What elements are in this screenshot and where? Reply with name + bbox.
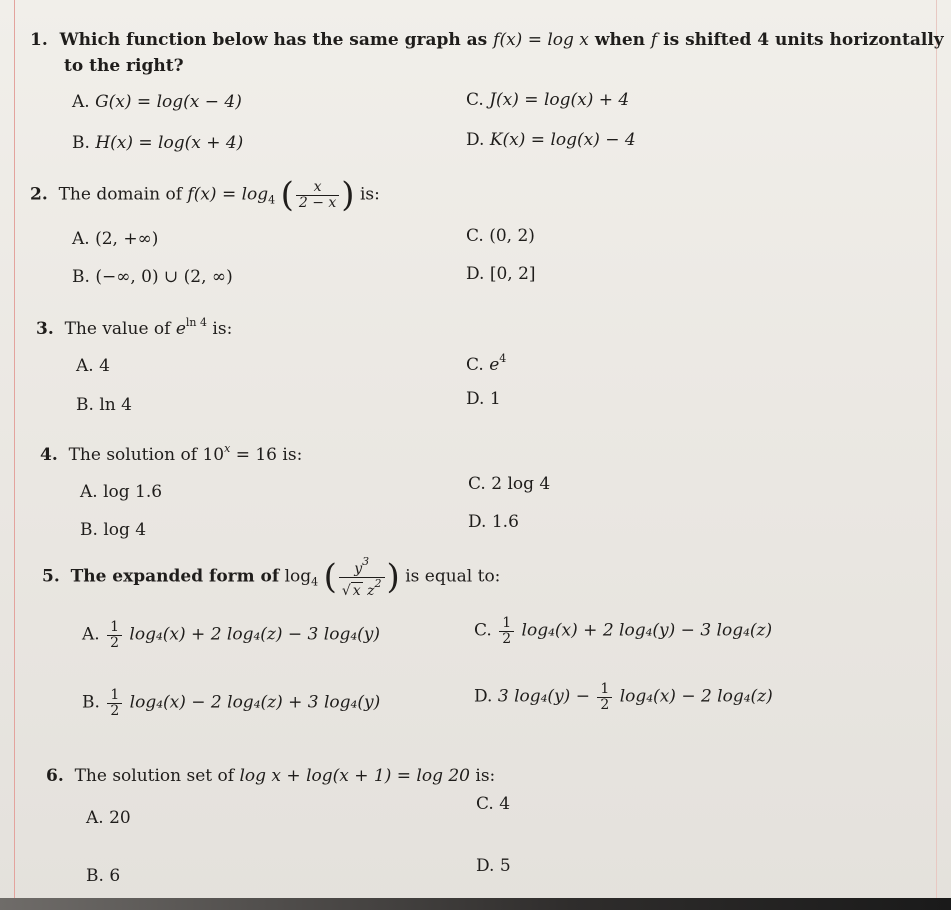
option-letter: A. bbox=[80, 482, 98, 502]
question-3-stem bbox=[36, 316, 232, 339]
option-text: H(x) = log(x + 4) bbox=[95, 133, 244, 153]
option-text: 1.6 bbox=[491, 512, 519, 532]
option-letter: B. bbox=[86, 866, 104, 886]
option-text: 6 bbox=[109, 866, 121, 886]
question-number: 1. bbox=[30, 30, 48, 50]
option-text: 1 bbox=[489, 389, 501, 409]
option-text: log 4 bbox=[103, 520, 147, 540]
stem-base: e bbox=[175, 319, 186, 339]
option-text: log₄(x) + 2 log₄(z) − 3 log₄(y) bbox=[129, 624, 381, 645]
option-letter: D. bbox=[466, 264, 485, 284]
stem-log: log bbox=[284, 566, 312, 587]
question-5-stem: 5. The expanded form of $\log_4$ ( $\frac{y^3}{√ x z^2}$ ) is equal to: bbox=[42, 555, 501, 599]
option-text: (2, +∞) bbox=[95, 229, 159, 249]
stem-text: is shifted 4 units horizontally bbox=[663, 30, 944, 50]
q5-option-b[interactable] bbox=[82, 688, 380, 718]
option-text: 20 bbox=[109, 808, 131, 828]
option-letter: A. bbox=[82, 624, 100, 645]
q2-option-b[interactable] bbox=[72, 267, 233, 287]
q6-option-b[interactable] bbox=[86, 866, 120, 886]
stem-text: when bbox=[594, 30, 645, 50]
question-number: 2. bbox=[30, 184, 48, 205]
stem-text: is: bbox=[475, 766, 496, 786]
stem-fraction: $\frac{x}{2 - x}$ bbox=[296, 180, 339, 210]
option-text: K(x) = log(x) − 4 bbox=[489, 130, 636, 150]
half-fraction: $\frac{1}{2}$ bbox=[597, 682, 612, 712]
question-6-stem bbox=[46, 766, 495, 786]
option-text: 4 bbox=[499, 794, 511, 814]
option-letter: D. bbox=[468, 512, 487, 532]
q6-option-d[interactable] bbox=[476, 856, 511, 876]
option-text: 3 log₄(y) − bbox=[497, 686, 590, 707]
q3-option-c[interactable] bbox=[466, 352, 506, 375]
stem-text: The solution of bbox=[68, 445, 198, 465]
option-letter: C. bbox=[476, 794, 494, 814]
q6-option-c[interactable] bbox=[476, 794, 510, 814]
log-base: 4 bbox=[268, 193, 276, 207]
option-letter: C. bbox=[466, 226, 484, 246]
q1-option-b[interactable] bbox=[72, 133, 243, 153]
desk-edge bbox=[0, 898, 951, 910]
option-text: log 1.6 bbox=[103, 482, 163, 502]
stem-equation: f(x) = log bbox=[187, 184, 269, 205]
q3-option-a[interactable] bbox=[76, 356, 110, 376]
option-letter: A. bbox=[72, 229, 90, 249]
q2-option-a[interactable] bbox=[72, 229, 158, 249]
q3-option-d[interactable] bbox=[466, 389, 501, 409]
stem-text: is: bbox=[359, 184, 380, 205]
half-fraction: $\frac{1}{2}$ bbox=[107, 620, 122, 650]
option-letter: A. bbox=[72, 92, 90, 112]
option-letter: D. bbox=[466, 389, 485, 409]
option-letter: B. bbox=[76, 395, 94, 415]
stem-exponent: x bbox=[224, 442, 231, 455]
option-letter: D. bbox=[476, 856, 495, 876]
question-number: 3. bbox=[36, 319, 54, 339]
stem-equation: log x + log(x + 1) = log 20 bbox=[239, 766, 470, 786]
q1-option-c[interactable] bbox=[466, 90, 629, 110]
q5-option-d[interactable] bbox=[474, 682, 773, 712]
option-letter: C. bbox=[466, 355, 484, 375]
q4-option-a[interactable] bbox=[80, 482, 162, 502]
option-letter: B. bbox=[72, 267, 90, 287]
option-text: ln 4 bbox=[99, 395, 132, 415]
option-text: 4 bbox=[99, 356, 110, 376]
half-fraction: $\frac{1}{2}$ bbox=[107, 688, 122, 718]
stem-text: = 16 is: bbox=[235, 445, 303, 465]
log-base: 4 bbox=[311, 575, 319, 589]
q6-option-a[interactable] bbox=[86, 808, 131, 828]
option-letter: A. bbox=[76, 356, 94, 376]
half-fraction: $\frac{1}{2}$ bbox=[499, 616, 514, 646]
q2-option-d[interactable] bbox=[466, 264, 536, 284]
question-2-stem: 2. The domain of $f(x) = \log_4$ ( $\frac{x}{2 - x}$ ) is: bbox=[30, 175, 380, 215]
option-text: (0, 2) bbox=[489, 226, 535, 246]
stem-fraction: $\frac{y^3}{√ x z^2}$ bbox=[339, 556, 385, 598]
stem-text: is: bbox=[212, 319, 233, 339]
q1-option-d[interactable] bbox=[466, 130, 636, 150]
option-exponent: 4 bbox=[499, 352, 507, 365]
q2-option-c[interactable] bbox=[466, 226, 535, 246]
q4-option-b[interactable] bbox=[80, 520, 146, 540]
option-letter: D. bbox=[466, 130, 485, 150]
question-number: 5. bbox=[42, 566, 60, 587]
stem-text: The domain of bbox=[58, 184, 183, 205]
option-text: 2 log 4 bbox=[491, 474, 551, 494]
option-letter: B. bbox=[82, 692, 100, 713]
question-number: 4. bbox=[40, 445, 58, 465]
q5-option-c[interactable] bbox=[474, 616, 772, 646]
option-text: log₄(x) − 2 log₄(z) + 3 log₄(y) bbox=[129, 692, 381, 713]
stem-text: The value of bbox=[64, 319, 171, 339]
question-1-stem-line2: to the right? bbox=[64, 56, 184, 76]
stem-equation: f(x) = log x bbox=[493, 30, 589, 50]
option-text: [0, 2] bbox=[489, 264, 536, 284]
option-letter: B. bbox=[72, 133, 90, 153]
option-letter: C. bbox=[474, 620, 492, 641]
stem-exponent: ln 4 bbox=[185, 316, 208, 329]
q4-option-d[interactable] bbox=[468, 512, 519, 532]
margin-line-right bbox=[936, 0, 937, 900]
margin-line bbox=[14, 0, 15, 910]
stem-text: The solution set of bbox=[74, 766, 235, 786]
option-text: 5 bbox=[499, 856, 511, 876]
stem-text: is equal to: bbox=[405, 566, 501, 587]
option-letter: C. bbox=[468, 474, 486, 494]
stem-text: Which function below has the same graph as bbox=[59, 30, 488, 50]
option-text: log₄(x) − 2 log₄(z) bbox=[619, 686, 773, 707]
option-base: e bbox=[489, 355, 500, 375]
question-4-stem bbox=[40, 442, 302, 465]
option-letter: D. bbox=[474, 686, 493, 707]
stem-base: 10 bbox=[202, 445, 225, 465]
option-text: (−∞, 0) ∪ (2, ∞) bbox=[95, 267, 233, 287]
option-text: log₄(x) + 2 log₄(y) − 3 log₄(z) bbox=[521, 620, 773, 641]
stem-variable: f bbox=[650, 30, 658, 50]
q3-option-b[interactable] bbox=[76, 395, 132, 415]
option-text: G(x) = log(x − 4) bbox=[95, 92, 242, 112]
option-letter: C. bbox=[466, 90, 484, 110]
question-1-stem bbox=[30, 30, 944, 50]
option-letter: A. bbox=[86, 808, 104, 828]
question-number: 6. bbox=[46, 766, 64, 786]
q5-option-a[interactable] bbox=[82, 620, 380, 650]
q1-option-a[interactable] bbox=[72, 92, 242, 112]
option-text: J(x) = log(x) + 4 bbox=[489, 90, 630, 110]
stem-text: The expanded form of bbox=[70, 566, 280, 587]
q4-option-c[interactable] bbox=[468, 474, 550, 494]
option-letter: B. bbox=[80, 520, 98, 540]
